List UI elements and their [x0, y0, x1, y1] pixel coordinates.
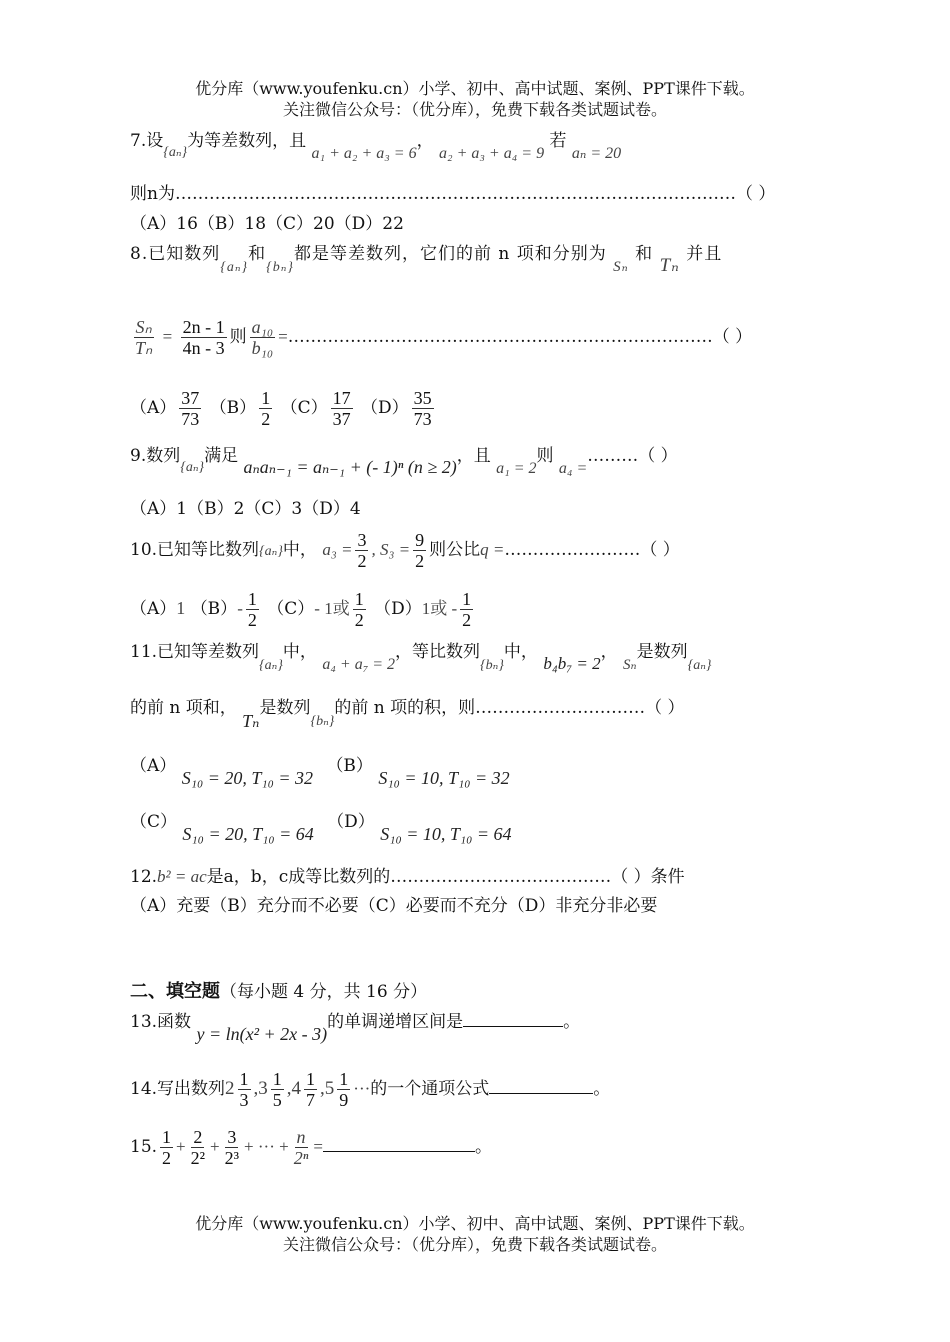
footer-line-2: 关注微信公众号：（优分库），免费下载各类试题试卷。 — [282, 1235, 667, 1254]
question-10: 10.已知等比数列{aₙ}中， a₃ = $\frac{3}{2}$ , S₃ = $\frac{9}{2}$ 则公比q =……………………（ ） — [130, 530, 680, 571]
question-12-options: （A）充要（B）充分而不必要（C）必要而不充分（D）非充分非必要 — [130, 896, 658, 916]
option-c-fraction: $\frac{1}{2}$ — [354, 589, 364, 630]
option-c-fraction: $\frac{17}{37}$ — [332, 388, 351, 429]
option-d-fraction: $\frac{1}{2}$ — [462, 589, 472, 630]
question-9: 9.数列$_{\{a_n\}}$满足 aₙaₙ₋₁ = aₙ₋₁ + (- 1)ⁿ (n ≥ 2)，且 a₁ = 2则 a₄ =………（ ） — [130, 446, 678, 477]
fraction-3-over-2: $\frac{3}{2}$ — [357, 530, 367, 571]
answer-blank-15[interactable] — [323, 1135, 475, 1152]
question-8-formula: $\frac{\text{Sₙ}}{\text{Tₙ}}$ = $\frac{2n - 1}{4n - 3}$ 则 $\frac{\text{a₁₀}}{\text{b₁₀}}$ =…………………………………………………………………（ ） — [135, 317, 753, 358]
option-d-fraction: $\frac{35}{73}$ — [413, 388, 432, 429]
question-7: 7.设$_{\{a_n\}}$为等差数列，且 a₁ + a₂ + a₃ = 6， a₂ + a₃ + a₄ = 9 若 aₙ = 20 — [130, 131, 622, 162]
question-8-options: （A） $\frac{37}{73}$ （B） $\frac{1}{2}$ （C） $\frac{17}{37}$ （D） $\frac{35}{73}$ — [130, 388, 432, 429]
question-11-options-ab: （A） S₁₀ = 20, T₁₀ = 32 （B） S₁₀ = 10, T₁₀ = 32 — [130, 756, 510, 788]
question-8: 8.已知数列$_{\{a_n\}}$和$_{\{b_n\}}$都是等差数列，它们的前 n 项和分别为 Sₙ 和 Tₙ 并且 — [130, 244, 723, 276]
question-11: 11.已知等差数列$_{\{a_n\}}$中， a₄ + a₇ = 2，等比数列$_{\{b_n\}}$中， b₄b₇ = 2， Sₙ是数列$_{\{a_n\}}$ — [130, 642, 712, 673]
fraction-a10-over-b10: $\frac{\text{a₁₀}}{\text{b₁₀}}$ — [251, 317, 274, 358]
question-9-options: （A）1（B）2（C）3（D）4 — [130, 499, 361, 519]
header-line-2: 关注微信公众号：（优分库），免费下载各类试题试卷。 — [282, 100, 667, 119]
answer-blank-13[interactable] — [463, 1010, 563, 1027]
question-10-options: （A）1 （B）- $\frac{1}{2}$ （C）- 1或 $\frac{1}{2}$ （D）1或 - $\frac{1}{2}$ — [130, 589, 472, 630]
question-14: 14.写出数列2 $\frac{1}{3}$ ,3 $\frac{1}{5}$ ,4 $\frac{1}{7}$ ,5 $\frac{1}{9}$ ···的一个通项公式 。 — [130, 1069, 611, 1110]
option-b-fraction: $\frac{1}{2}$ — [261, 388, 271, 429]
question-12: 12.b² = ac是a，b，c成等比数列的…………………………………（ ）条件 — [130, 867, 685, 887]
section-2-heading: 二、填空题（每小题 4 分，共 16 分） — [130, 981, 428, 1002]
question-11-line2: 的前 n 项和， Tₙ是数列$_{\{b_n\}}$的前 n 项的积，则…………………………（ ） — [130, 698, 685, 731]
question-7-options: （A）16（B）18（C）20（D）22 — [130, 214, 404, 234]
question-11-options-cd: （C） S₁₀ = 20, T₁₀ = 64 （D） S₁₀ = 10, T₁₀ = 64 — [130, 812, 512, 844]
question-15: 15. $\frac{1}{2}$ + $\frac{2}{\text{2²}}$ + $\frac{3}{\text{2³}}$ + ··· + $\frac{n}{\text{2ⁿ}}$ = 。 — [130, 1127, 492, 1168]
fraction-9-over-2: $\frac{9}{2}$ — [415, 530, 425, 571]
answer-blank-14[interactable] — [489, 1077, 593, 1094]
fraction-2n-over-4n: $\frac{2n - 1}{4n - 3}$ — [182, 317, 225, 358]
footer-line-1: 优分库（www.youfenku.cn）小学、初中、高中试题、案例、PPT课件下载。 — [195, 1214, 755, 1233]
option-a-fraction: $\frac{37}{73}$ — [181, 388, 200, 429]
option-b-fraction: $\frac{1}{2}$ — [247, 589, 257, 630]
header-line-1: 优分库（www.youfenku.cn）小学、初中、高中试题、案例、PPT课件下载。 — [195, 79, 755, 98]
question-7-line2: 则n为………………………………………………………………………………………（ ） — [130, 184, 776, 204]
fraction-s-over-t: $\frac{\text{Sₙ}}{\text{Tₙ}}$ — [135, 317, 153, 358]
question-13: 13.函数 y = ln(x² + 2x - 3)的单调递增区间是 。 — [130, 1012, 581, 1044]
